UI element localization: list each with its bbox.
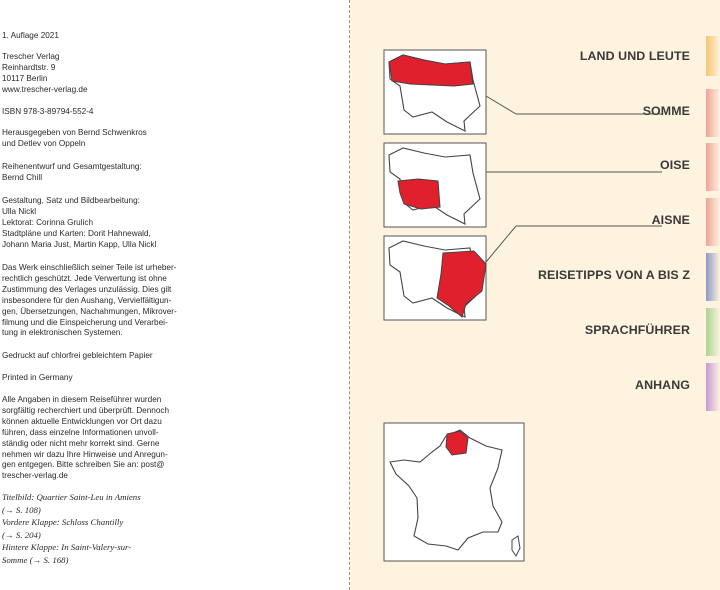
- disclaimer: Alle Angaben in diesem Reiseführer wurden sorgfältig recherchiert und überprüft. Dennoch können aktuelle Entwicklungen vor Ort dazu führen, dass einzelne Informationen unvoll- ständig oder nicht mehr korrekt sind. Gerne nehmen wir dazu Ihre Hinweise und Anregun- gen entgegen. Bitte schreiben Sie an: post@ trescher-verlag.de: [2, 395, 170, 481]
- chapter-aisne[interactable]: AISNE: [651, 213, 690, 227]
- isbn: ISBN 978-3-89794-552-4: [2, 107, 94, 116]
- picardie-highlight: [446, 431, 468, 455]
- oise-highlight: [398, 179, 440, 209]
- printed-note: Printed in Germany: [2, 373, 73, 382]
- france-map: [384, 423, 524, 561]
- tab-sprachfuehrer[interactable]: [706, 308, 720, 356]
- chapter-anhang[interactable]: ANHANG: [635, 378, 690, 392]
- series-design: Reihenentwurf und Gesamtgestaltung: Bernd Chill: [2, 162, 142, 182]
- chapter-land-und-leute[interactable]: LAND UND LEUTE: [579, 49, 690, 63]
- paper-note: Gedruckt auf chlorfrei gebleichtem Papier: [2, 351, 153, 360]
- tab-somme[interactable]: [706, 89, 720, 137]
- aisne-map: [384, 236, 486, 320]
- tab-anhang[interactable]: [706, 363, 720, 411]
- chapter-somme[interactable]: SOMME: [642, 104, 690, 118]
- production-credits: Gestaltung, Satz und Bildbearbeitung: Ulla Nickl Lektorat: Corinna Grulich Stadtpläne und Karten: Dorit Hahnewald, Johann Maria Just, Martin Kapp, Ulla Nickl: [2, 196, 157, 249]
- chapter-reisetipps[interactable]: REISETIPPS VON A BIS Z: [537, 268, 690, 282]
- tab-reisetipps[interactable]: [706, 253, 720, 301]
- chapter-oise[interactable]: OISE: [659, 158, 690, 172]
- publisher-address: Trescher Verlag Reinhardtstr. 9 10117 Berlin www.trescher-verlag.de: [2, 52, 88, 94]
- leader-line-somme: [486, 96, 662, 114]
- chapter-sprachfuehrer[interactable]: SPRACHFÜHRER: [584, 323, 690, 337]
- leader-line-aisne: [486, 226, 662, 262]
- tab-oise[interactable]: [706, 143, 720, 191]
- oise-map: [384, 143, 486, 227]
- tab-aisne[interactable]: [706, 198, 720, 246]
- photo-captions: Titelbild: Quartier Saint-Leu in Amiens (→ S. 108) Vordere Klappe: Schloss Chantilly (→ S. 204) Hintere Klappe: In Saint-Valery-sur- Somme (→ S. 168): [2, 492, 141, 565]
- copyright-notice: Das Werk einschließlich seiner Teile ist urheber- rechtlich geschützt. Jede Verwertung ist ohne Zustimmung des Verlages unzulässig. Dies gilt insbesondere für den Aushang, Vervielfältigun- gen, Übersetzungen, Nachahmungen, Mikrover- filmung und die Einspeicherung und Verarbei- tung in elektronischen Systemen.: [2, 263, 177, 338]
- tab-land-und-leute[interactable]: [706, 36, 720, 76]
- editors: Herausgegeben von Bernd Schwenkros und Detlev von Oppeln: [2, 128, 147, 148]
- edition-line: 1. Auflage 2021: [2, 31, 59, 40]
- somme-map: [384, 50, 486, 134]
